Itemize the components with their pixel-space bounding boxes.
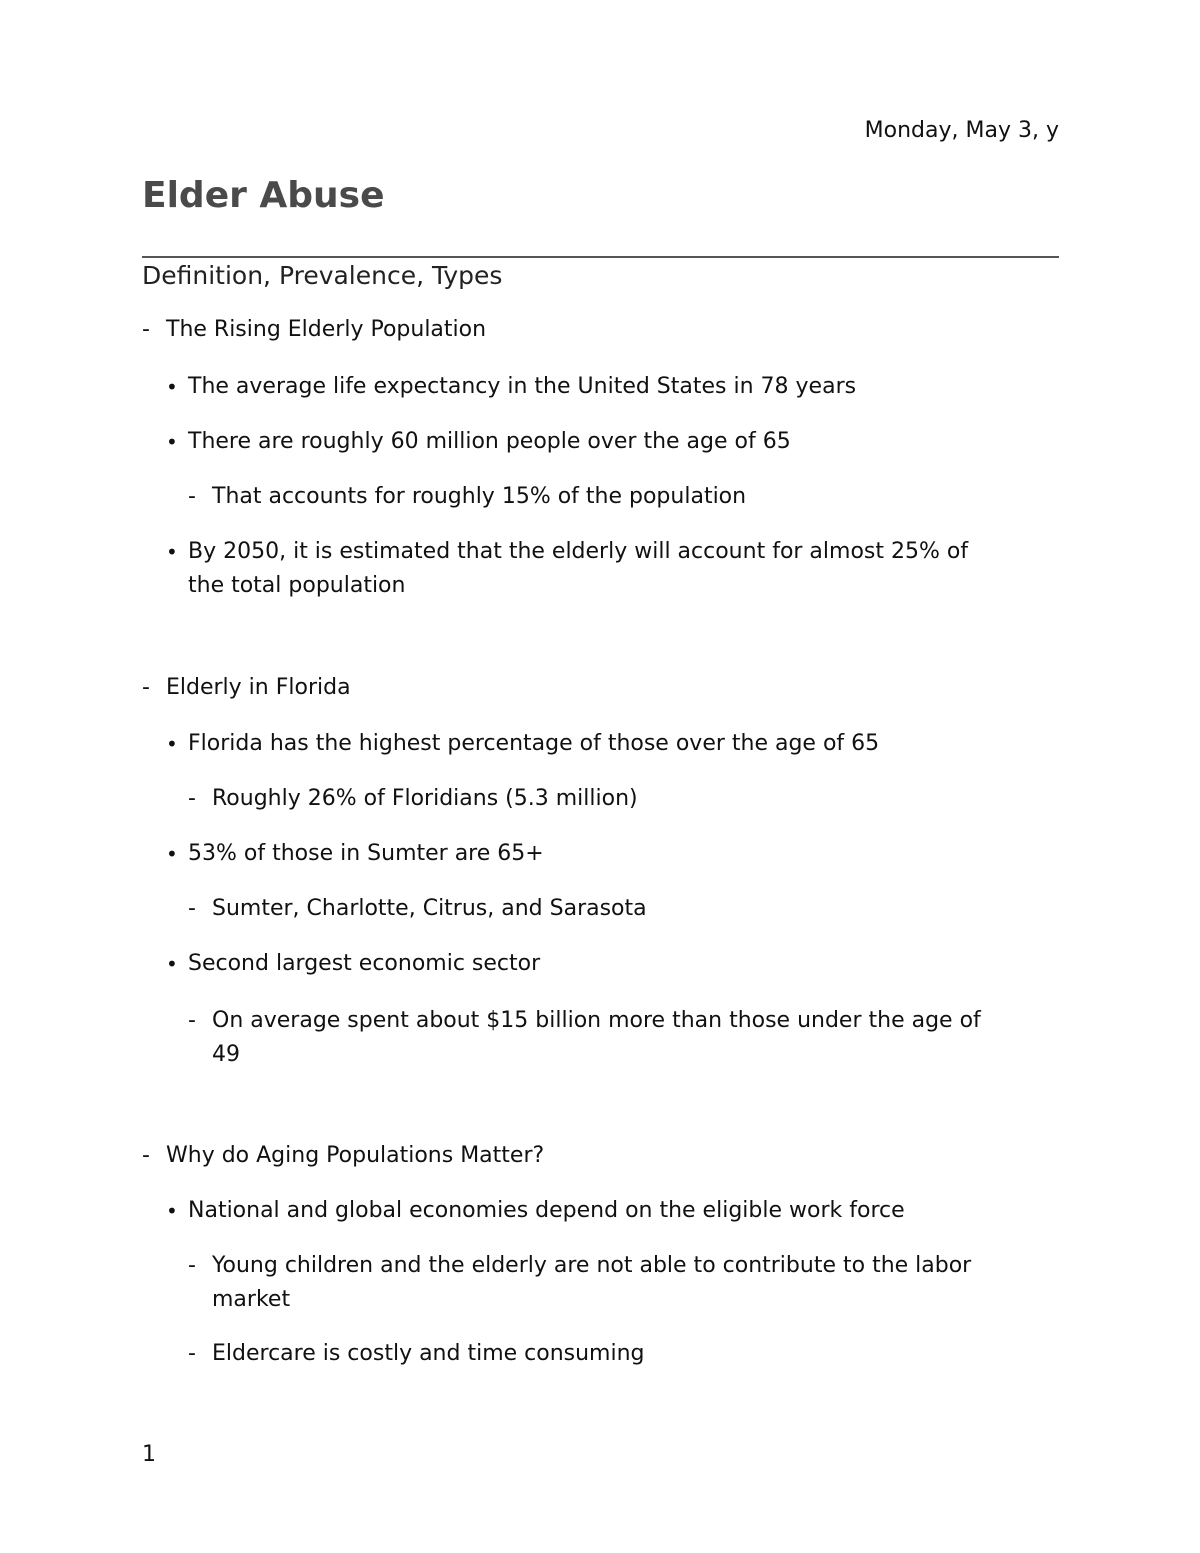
list-item-text: By 2050, it is estimated that the elderly will account for almost 25% of bbox=[188, 539, 969, 564]
document-date: Monday, May 3, y bbox=[864, 118, 1059, 143]
list-item-text: Florida has the highest percentage of those over the age of 65 bbox=[188, 731, 880, 756]
bullet-marker: • bbox=[166, 430, 178, 454]
dash-marker: - bbox=[188, 1253, 196, 1278]
bullet-marker: • bbox=[166, 732, 178, 756]
bullet-marker: • bbox=[166, 375, 178, 399]
bullet-marker: • bbox=[166, 952, 178, 976]
list-item-text: There are roughly 60 million people over the age of 65 bbox=[188, 429, 791, 454]
section-heading-text: The Rising Elderly Population bbox=[166, 317, 487, 342]
dash-marker: - bbox=[188, 786, 196, 811]
list-item-text: National and global economies depend on the eligible work force bbox=[188, 1198, 905, 1223]
dash-marker: - bbox=[142, 317, 150, 342]
page-number: 1 bbox=[142, 1442, 156, 1467]
dash-marker: - bbox=[188, 896, 196, 921]
list-item-text: The average life expectancy in the United States in 78 years bbox=[188, 374, 857, 399]
document-subtitle: Definition, Prevalence, Types bbox=[142, 261, 503, 290]
sub-list-item-text: market bbox=[212, 1287, 291, 1312]
section-heading-text: Elderly in Florida bbox=[166, 675, 351, 700]
bullet-marker: • bbox=[166, 842, 178, 866]
sub-list-item-text: Sumter, Charlotte, Citrus, and Sarasota bbox=[212, 896, 647, 921]
sub-list-item-text: Young children and the elderly are not able to contribute to the labor bbox=[212, 1253, 972, 1278]
sub-list-item-text: That accounts for roughly 15% of the population bbox=[212, 484, 747, 509]
sub-list-item-text: Eldercare is costly and time consuming bbox=[212, 1341, 645, 1366]
sub-list-item-text: 49 bbox=[212, 1042, 240, 1067]
section-heading-text: Why do Aging Populations Matter? bbox=[166, 1143, 545, 1168]
sub-list-item-text: On average spent about $15 billion more than those under the age of bbox=[212, 1008, 981, 1033]
dash-marker: - bbox=[188, 484, 196, 509]
dash-marker: - bbox=[142, 675, 150, 700]
document-title: Elder Abuse bbox=[142, 175, 385, 216]
list-item-text: 53% of those in Sumter are 65+ bbox=[188, 841, 544, 866]
dash-marker: - bbox=[188, 1008, 196, 1033]
dash-marker: - bbox=[188, 1341, 196, 1366]
bullet-marker: • bbox=[166, 540, 178, 564]
list-item-text: Second largest economic sector bbox=[188, 951, 541, 976]
title-divider bbox=[142, 256, 1059, 258]
dash-marker: - bbox=[142, 1143, 150, 1168]
sub-list-item-text: Roughly 26% of Floridians (5.3 million) bbox=[212, 786, 638, 811]
list-item-text: the total population bbox=[188, 573, 406, 598]
bullet-marker: • bbox=[166, 1199, 178, 1223]
